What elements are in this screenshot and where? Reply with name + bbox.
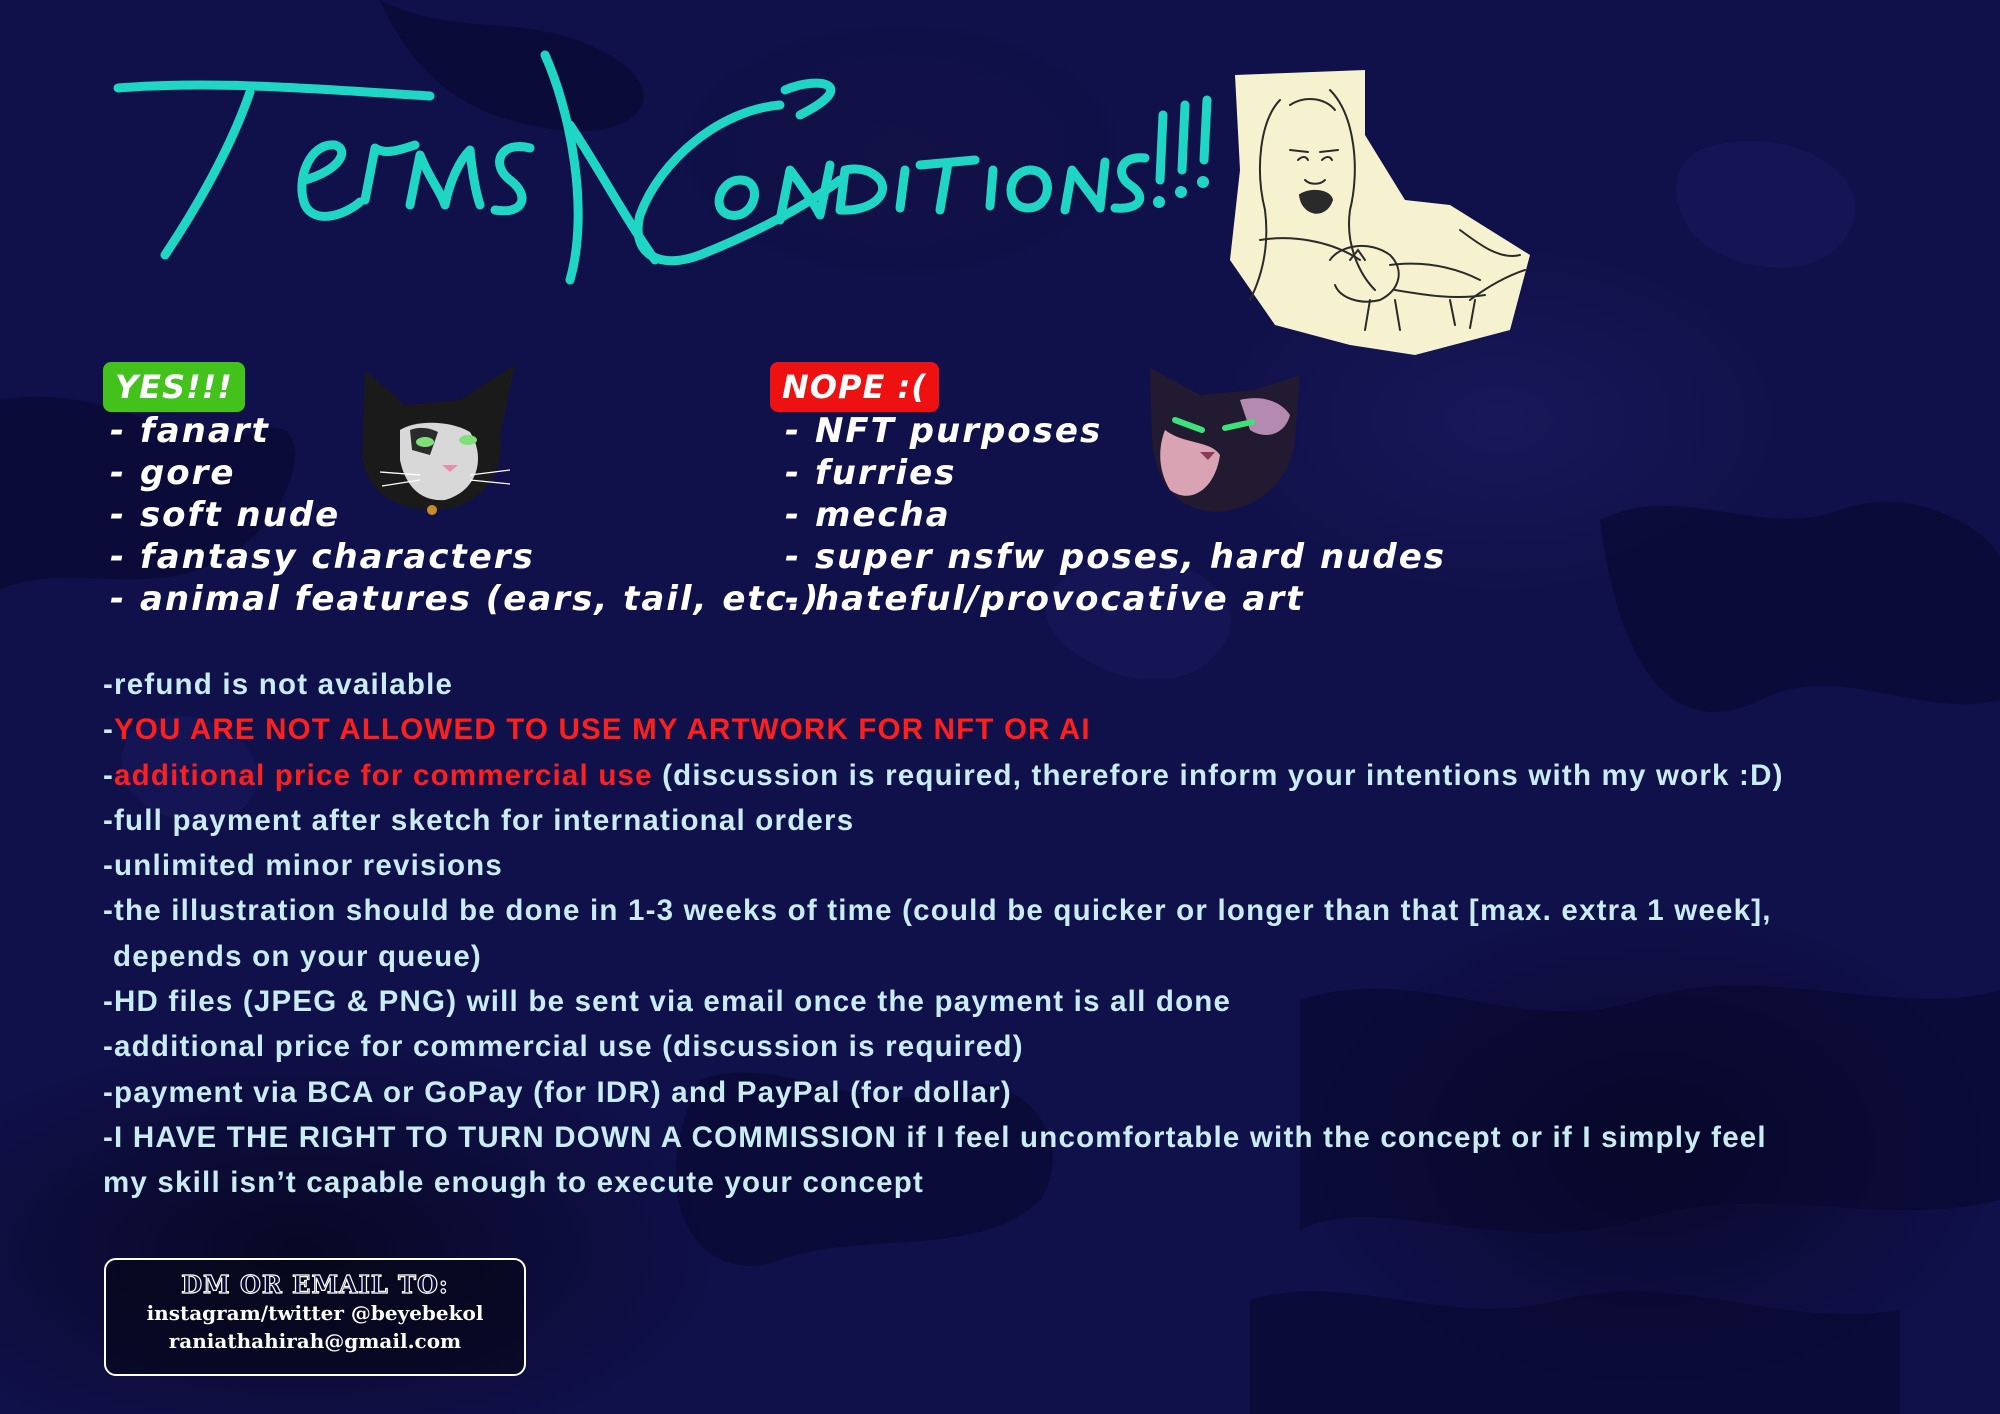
highlighted-text: additional price for commercial use [114, 758, 653, 792]
term-text: -refund is not available [103, 668, 454, 701]
social-handle: instagram/twitter @beyebekol [146, 1301, 484, 1325]
list-item: - fanart [110, 411, 270, 451]
yes-badge: YES!!! [103, 362, 245, 412]
list-item: - hateful/provocative art [785, 579, 1305, 619]
nope-badge: NOPE :( [770, 362, 939, 412]
term-text: -full payment after sketch for international orders [103, 803, 855, 837]
list-item: - animal features (ears, tail, etc.) [110, 579, 821, 619]
contact-box [104, 1258, 526, 1376]
page-title [100, 30, 1220, 310]
terms-item [103, 1115, 1983, 1160]
list-item: - NFT purposes [785, 411, 1103, 451]
terms-item [103, 843, 1983, 888]
terms-item [103, 888, 1983, 933]
email-address: raniathahirah@gmail.com [168, 1329, 462, 1353]
term-text: -the illustration should be done in 1-3 weeks of time (could be quicker or longer than that [max. extra 1 week], [103, 894, 1772, 928]
term-text: (discussion is required, therefore inform your intentions with my work :D) [652, 758, 1784, 792]
pink-cat-icon [1140, 360, 1310, 520]
highlighted-text: YOU ARE NOT ALLOWED TO USE MY ARTWORK FOR NFT OR AI [114, 713, 1091, 747]
list-item: - soft nude [110, 495, 341, 535]
terms-item [103, 979, 1983, 1024]
term-text: -unlimited minor revisions [103, 849, 504, 883]
terms-item [103, 934, 1983, 979]
terms-item [103, 1024, 1983, 1069]
terms-item [103, 1160, 1983, 1205]
contact-heading: DM OR EMAIL TO: [181, 1270, 449, 1299]
term-text: -payment via BCA or GoPay (for IDR) and PayPal (for dollar) [103, 1075, 1012, 1109]
term-text: -HD files (JPEG & PNG) will be sent via email once the payment is all done [103, 985, 1232, 1019]
term-text: my skill isn’t capable enough to execute your concept [103, 1166, 924, 1200]
list-item: - mecha [785, 495, 951, 535]
term-text: -I HAVE THE RIGHT TO TURN DOWN A COMMISSION if I feel uncomfortable with the concept or if I simply feel [103, 1120, 1767, 1154]
term-text: - [103, 758, 115, 792]
terms-item [103, 662, 1983, 707]
term-text: -additional price for commercial use (discussion is required) [103, 1030, 1024, 1064]
black-white-cat-icon [350, 360, 520, 520]
not-allowed-list [785, 410, 1446, 620]
list-item: - gore [110, 453, 236, 493]
term-text: - [103, 713, 115, 747]
terms-item [103, 1070, 1983, 1115]
terms-item [103, 753, 1983, 798]
list-item: - super nsfw poses, hard nudes [785, 537, 1446, 577]
terms-item [103, 707, 1983, 752]
terms-item [103, 798, 1983, 843]
list-item: - fantasy characters [110, 537, 535, 577]
list-item: - furries [785, 453, 957, 493]
terms-list [103, 662, 1983, 1206]
sketch-drawing-icon [1220, 60, 1540, 360]
term-text: depends on your queue) [113, 939, 482, 973]
